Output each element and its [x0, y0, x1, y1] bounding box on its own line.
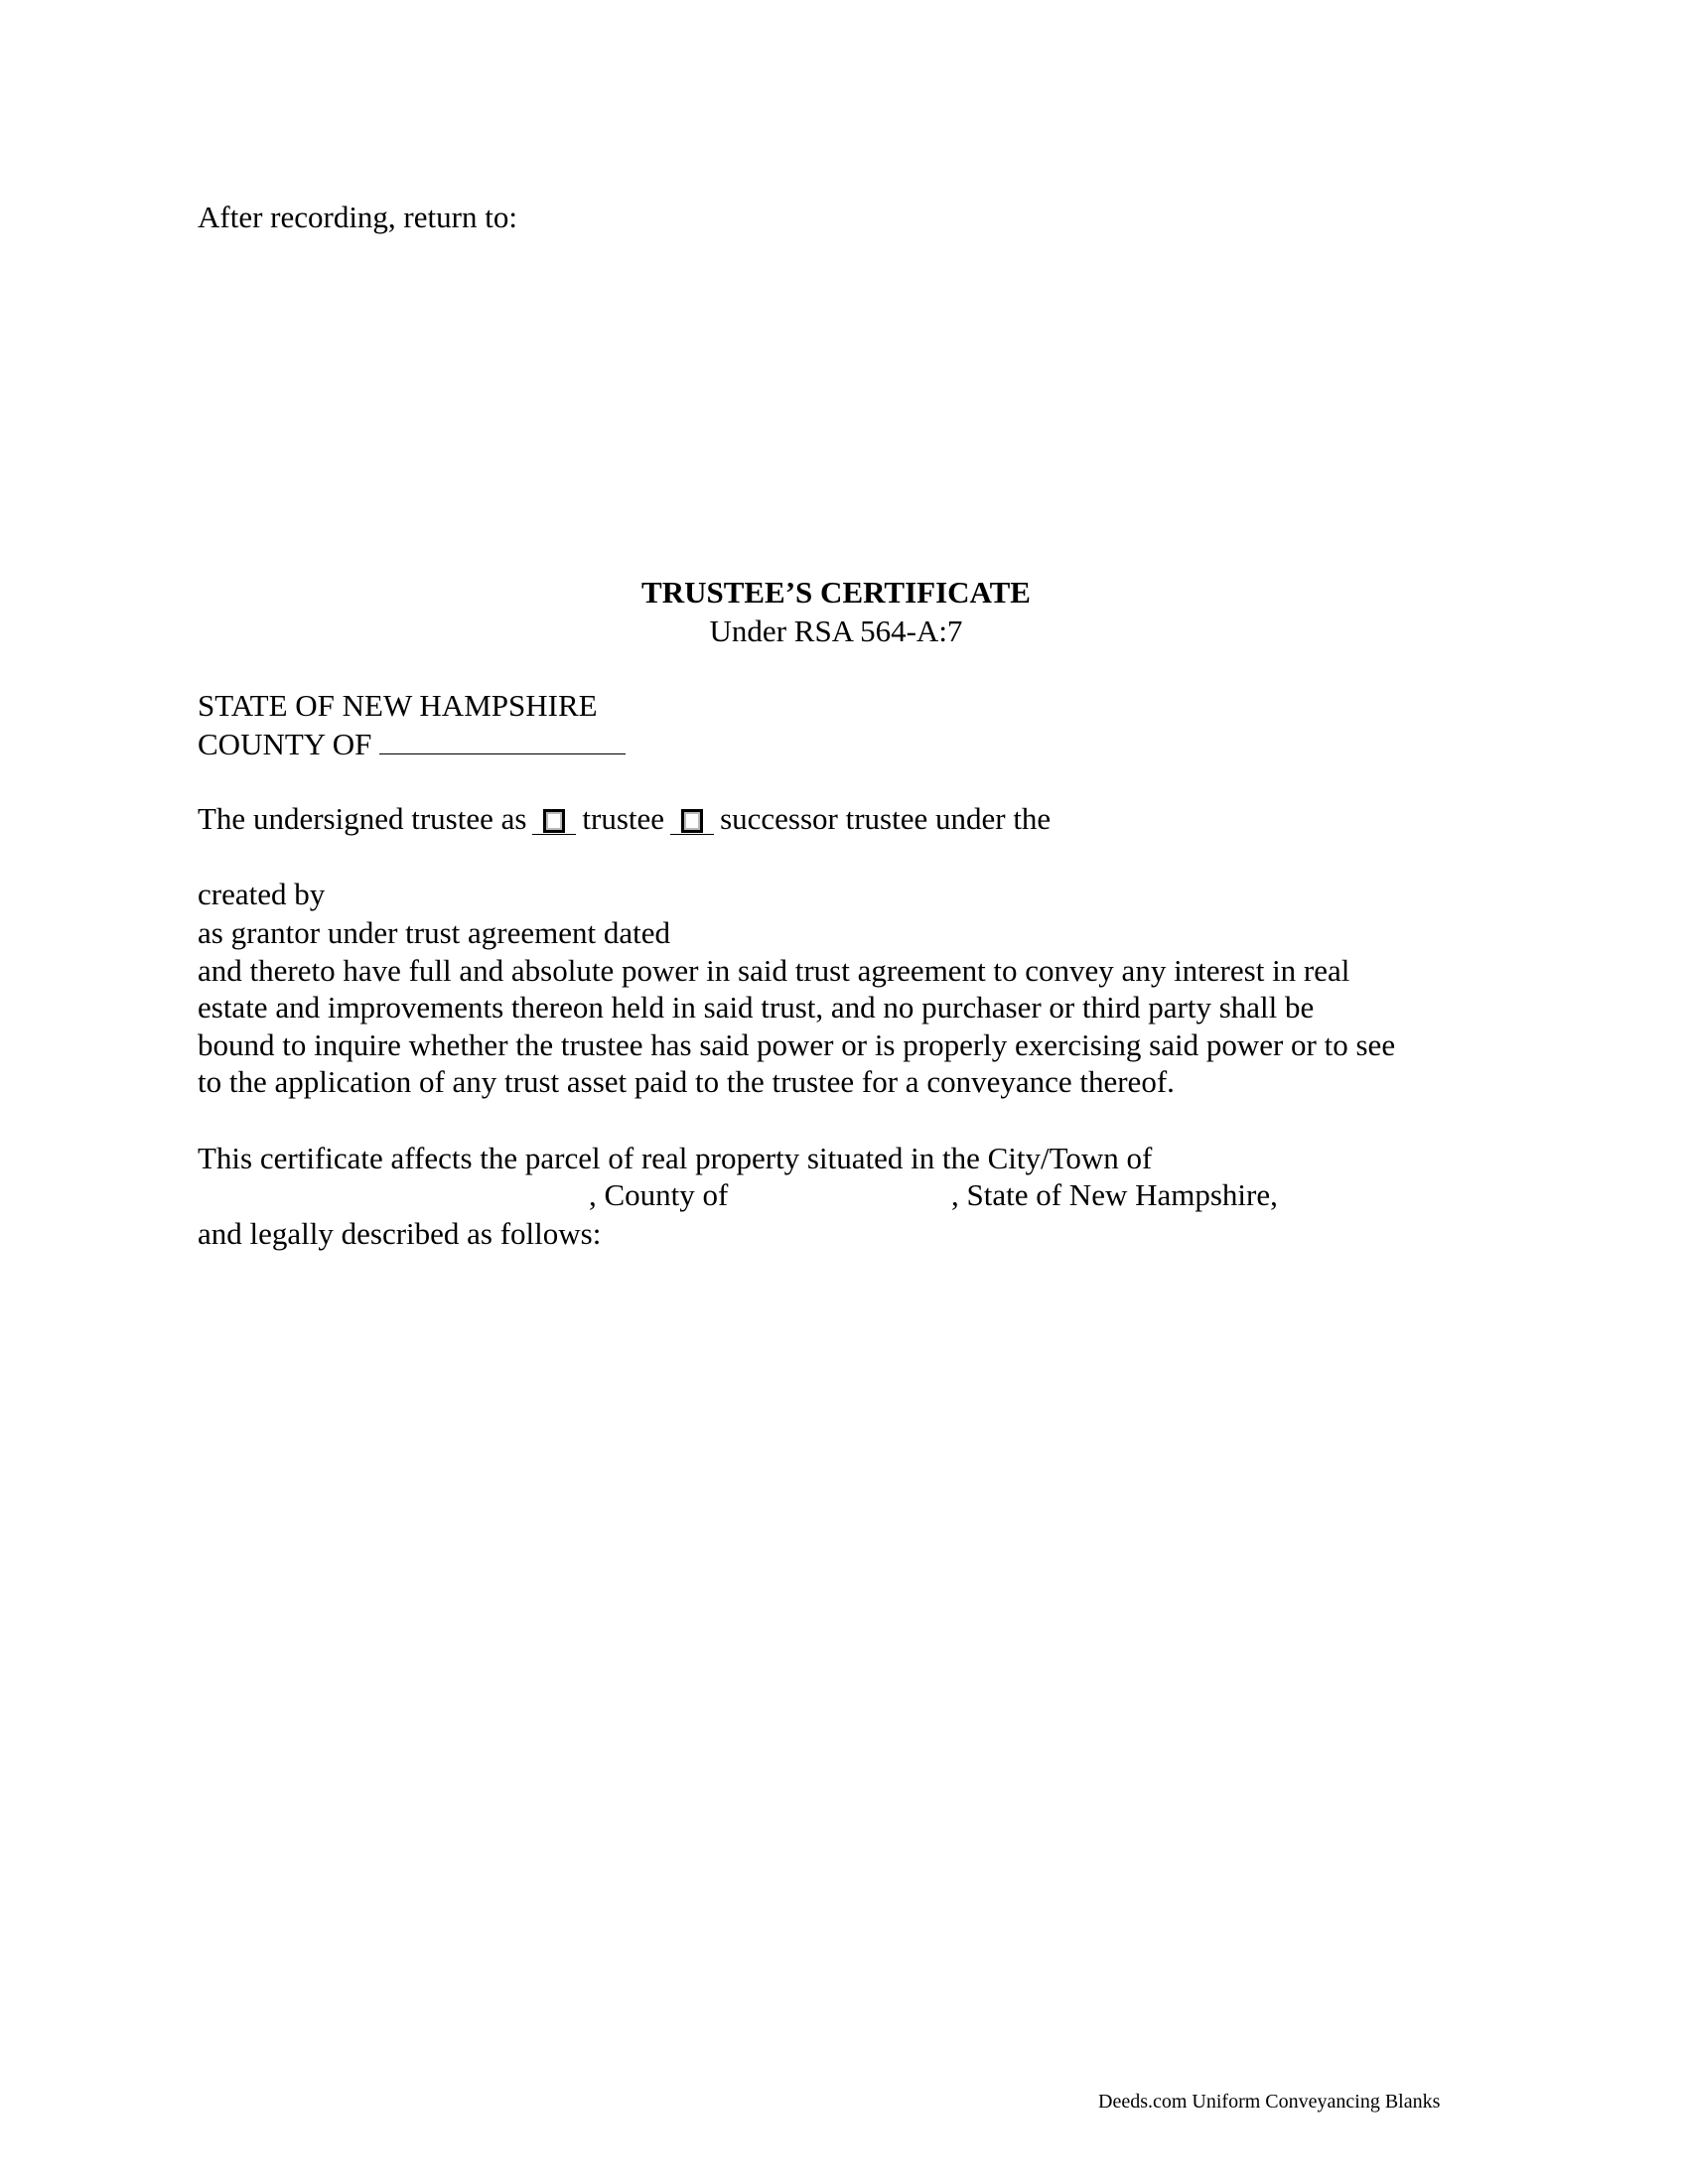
footer-text: Deeds.com Uniform Conveyancing Blanks [1098, 2091, 1441, 2113]
county-of-label: , County of [589, 1177, 729, 1212]
checkbox-icon [543, 809, 565, 833]
property-line-3: and legally described as follows: [198, 1216, 602, 1251]
successor-trustee-checkbox[interactable] [670, 804, 714, 835]
body-line: to the application of any trust asset paid to the trustee for a conveyance thereof. [198, 1064, 1175, 1099]
county-blank[interactable] [379, 728, 626, 754]
body-line: as grantor under trust agreement dated [198, 915, 671, 950]
county-line [198, 726, 626, 763]
body-line: and thereto have full and absolute power in said trust agreement to convey any interest in real [198, 953, 1350, 988]
body-line: bound to inquire whether the trustee has said power or is properly exercising said power or to see [198, 1027, 1396, 1062]
successor-option-label: successor trustee under the [720, 801, 1052, 836]
document-subtitle: Under RSA 564-A:7 [709, 614, 963, 648]
document-title: TRUSTEE’S CERTIFICATE [641, 575, 1031, 610]
trustee-option-label: trustee [582, 801, 665, 836]
county-label: COUNTY OF [198, 727, 372, 761]
state-line: STATE OF NEW HAMPSHIRE [198, 688, 598, 723]
undersigned-line [198, 800, 1051, 838]
state-of-label: , State of New Hampshire, [951, 1177, 1278, 1212]
body-line: estate and improvements thereon held in said trust, and no purchaser or third party shall be [198, 990, 1315, 1024]
trustee-checkbox[interactable] [532, 804, 576, 835]
checkbox-icon [681, 809, 703, 833]
undersigned-prefix: The undersigned trustee as [198, 801, 527, 836]
return-to-label: After recording, return to: [198, 200, 517, 234]
property-line-1: This certificate affects the parcel of real property situated in the City/Town of [198, 1141, 1153, 1175]
body-line: created by [198, 877, 326, 911]
